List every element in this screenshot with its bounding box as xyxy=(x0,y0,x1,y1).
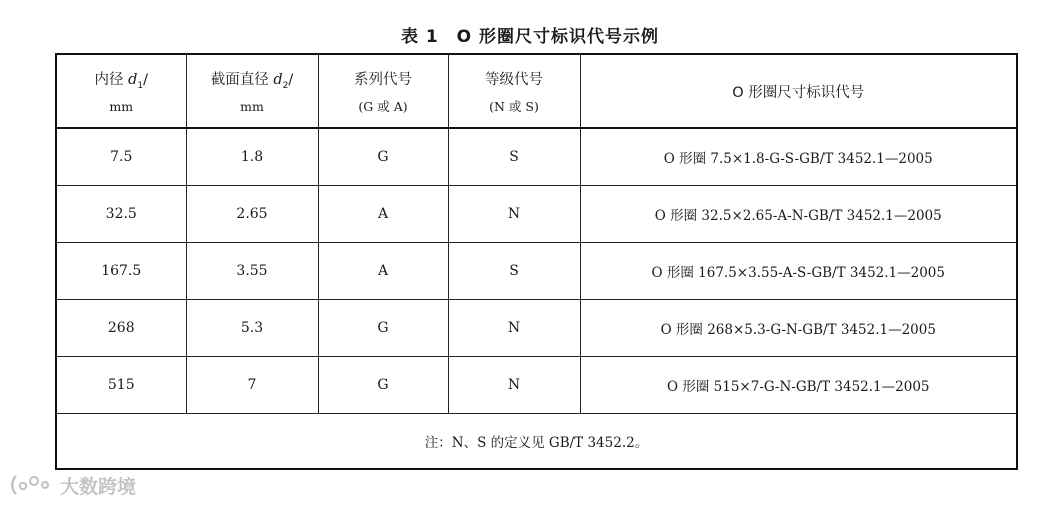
cell-inner-diameter: 32.5 xyxy=(56,185,186,242)
cell-section-diameter: 3.55 xyxy=(186,242,318,299)
header-inner-diameter xyxy=(56,54,186,128)
table-row xyxy=(56,299,1017,356)
table-note: 注：N、S 的定义见 GB/T 3452.2。 xyxy=(56,413,1017,469)
table-title: 表 1 O 形圈尺寸标识代号示例 xyxy=(400,27,660,47)
cell-grade-code: S xyxy=(448,242,580,299)
watermark-text: 大数跨境 xyxy=(60,475,137,498)
header-series-code-label: 系列代号 xyxy=(354,71,412,88)
table-row xyxy=(56,242,1017,299)
header-section-diameter xyxy=(186,54,318,128)
header-grade-code xyxy=(448,54,580,128)
cell-series-code: G xyxy=(318,299,448,356)
header-inner-diameter-unit: mm xyxy=(109,98,134,114)
cell-series-code: A xyxy=(318,242,448,299)
table-row xyxy=(56,356,1017,413)
header-inner-diameter-label: 内径 $d_1/$ xyxy=(94,72,149,91)
cell-series-code: A xyxy=(318,185,448,242)
cell-inner-diameter: 7.5 xyxy=(56,128,186,185)
cell-grade-code: N xyxy=(448,185,580,242)
cell-section-diameter: 2.65 xyxy=(186,185,318,242)
cell-inner-diameter: 268 xyxy=(56,299,186,356)
cell-inner-diameter: 167.5 xyxy=(56,242,186,299)
cell-grade-code: S xyxy=(448,128,580,185)
cell-identification-code: O 形圈 515×7-G-N-GB/T 3452.1—2005 xyxy=(580,356,1017,413)
cell-inner-diameter: 515 xyxy=(56,356,186,413)
header-series-code xyxy=(318,54,448,128)
cell-grade-code: N xyxy=(448,356,580,413)
o-ring-size-table xyxy=(55,53,1018,470)
watermark xyxy=(10,472,136,498)
cell-series-code: G xyxy=(318,356,448,413)
watermark-logo-icon xyxy=(10,473,54,497)
cell-section-diameter: 5.3 xyxy=(186,299,318,356)
cell-identification-code: O 形圈 268×5.3-G-N-GB/T 3452.1—2005 xyxy=(580,299,1017,356)
header-grade-code-options: (N 或 S) xyxy=(489,98,539,114)
header-row xyxy=(56,54,1017,128)
cell-grade-code: N xyxy=(448,299,580,356)
cell-identification-code: O 形圈 7.5×1.8-G-S-GB/T 3452.1—2005 xyxy=(580,128,1017,185)
note-row xyxy=(56,413,1017,469)
cell-section-diameter: 7 xyxy=(186,356,318,413)
header-section-diameter-unit: mm xyxy=(240,98,264,114)
cell-identification-code: O 形圈 167.5×3.55-A-S-GB/T 3452.1—2005 xyxy=(580,242,1017,299)
header-grade-code-label: 等级代号 xyxy=(485,71,543,88)
table-row xyxy=(56,185,1017,242)
cell-section-diameter: 1.8 xyxy=(186,128,318,185)
header-series-code-options: (G 或 A) xyxy=(358,98,408,114)
header-section-diameter-label: 截面直径 $d_2/$ xyxy=(210,72,294,91)
cell-identification-code: O 形圈 32.5×2.65-A-N-GB/T 3452.1—2005 xyxy=(580,185,1017,242)
table-row xyxy=(56,128,1017,185)
cell-series-code: G xyxy=(318,128,448,185)
header-identification-code: O 形圈尺寸标识代号 xyxy=(580,54,1017,128)
